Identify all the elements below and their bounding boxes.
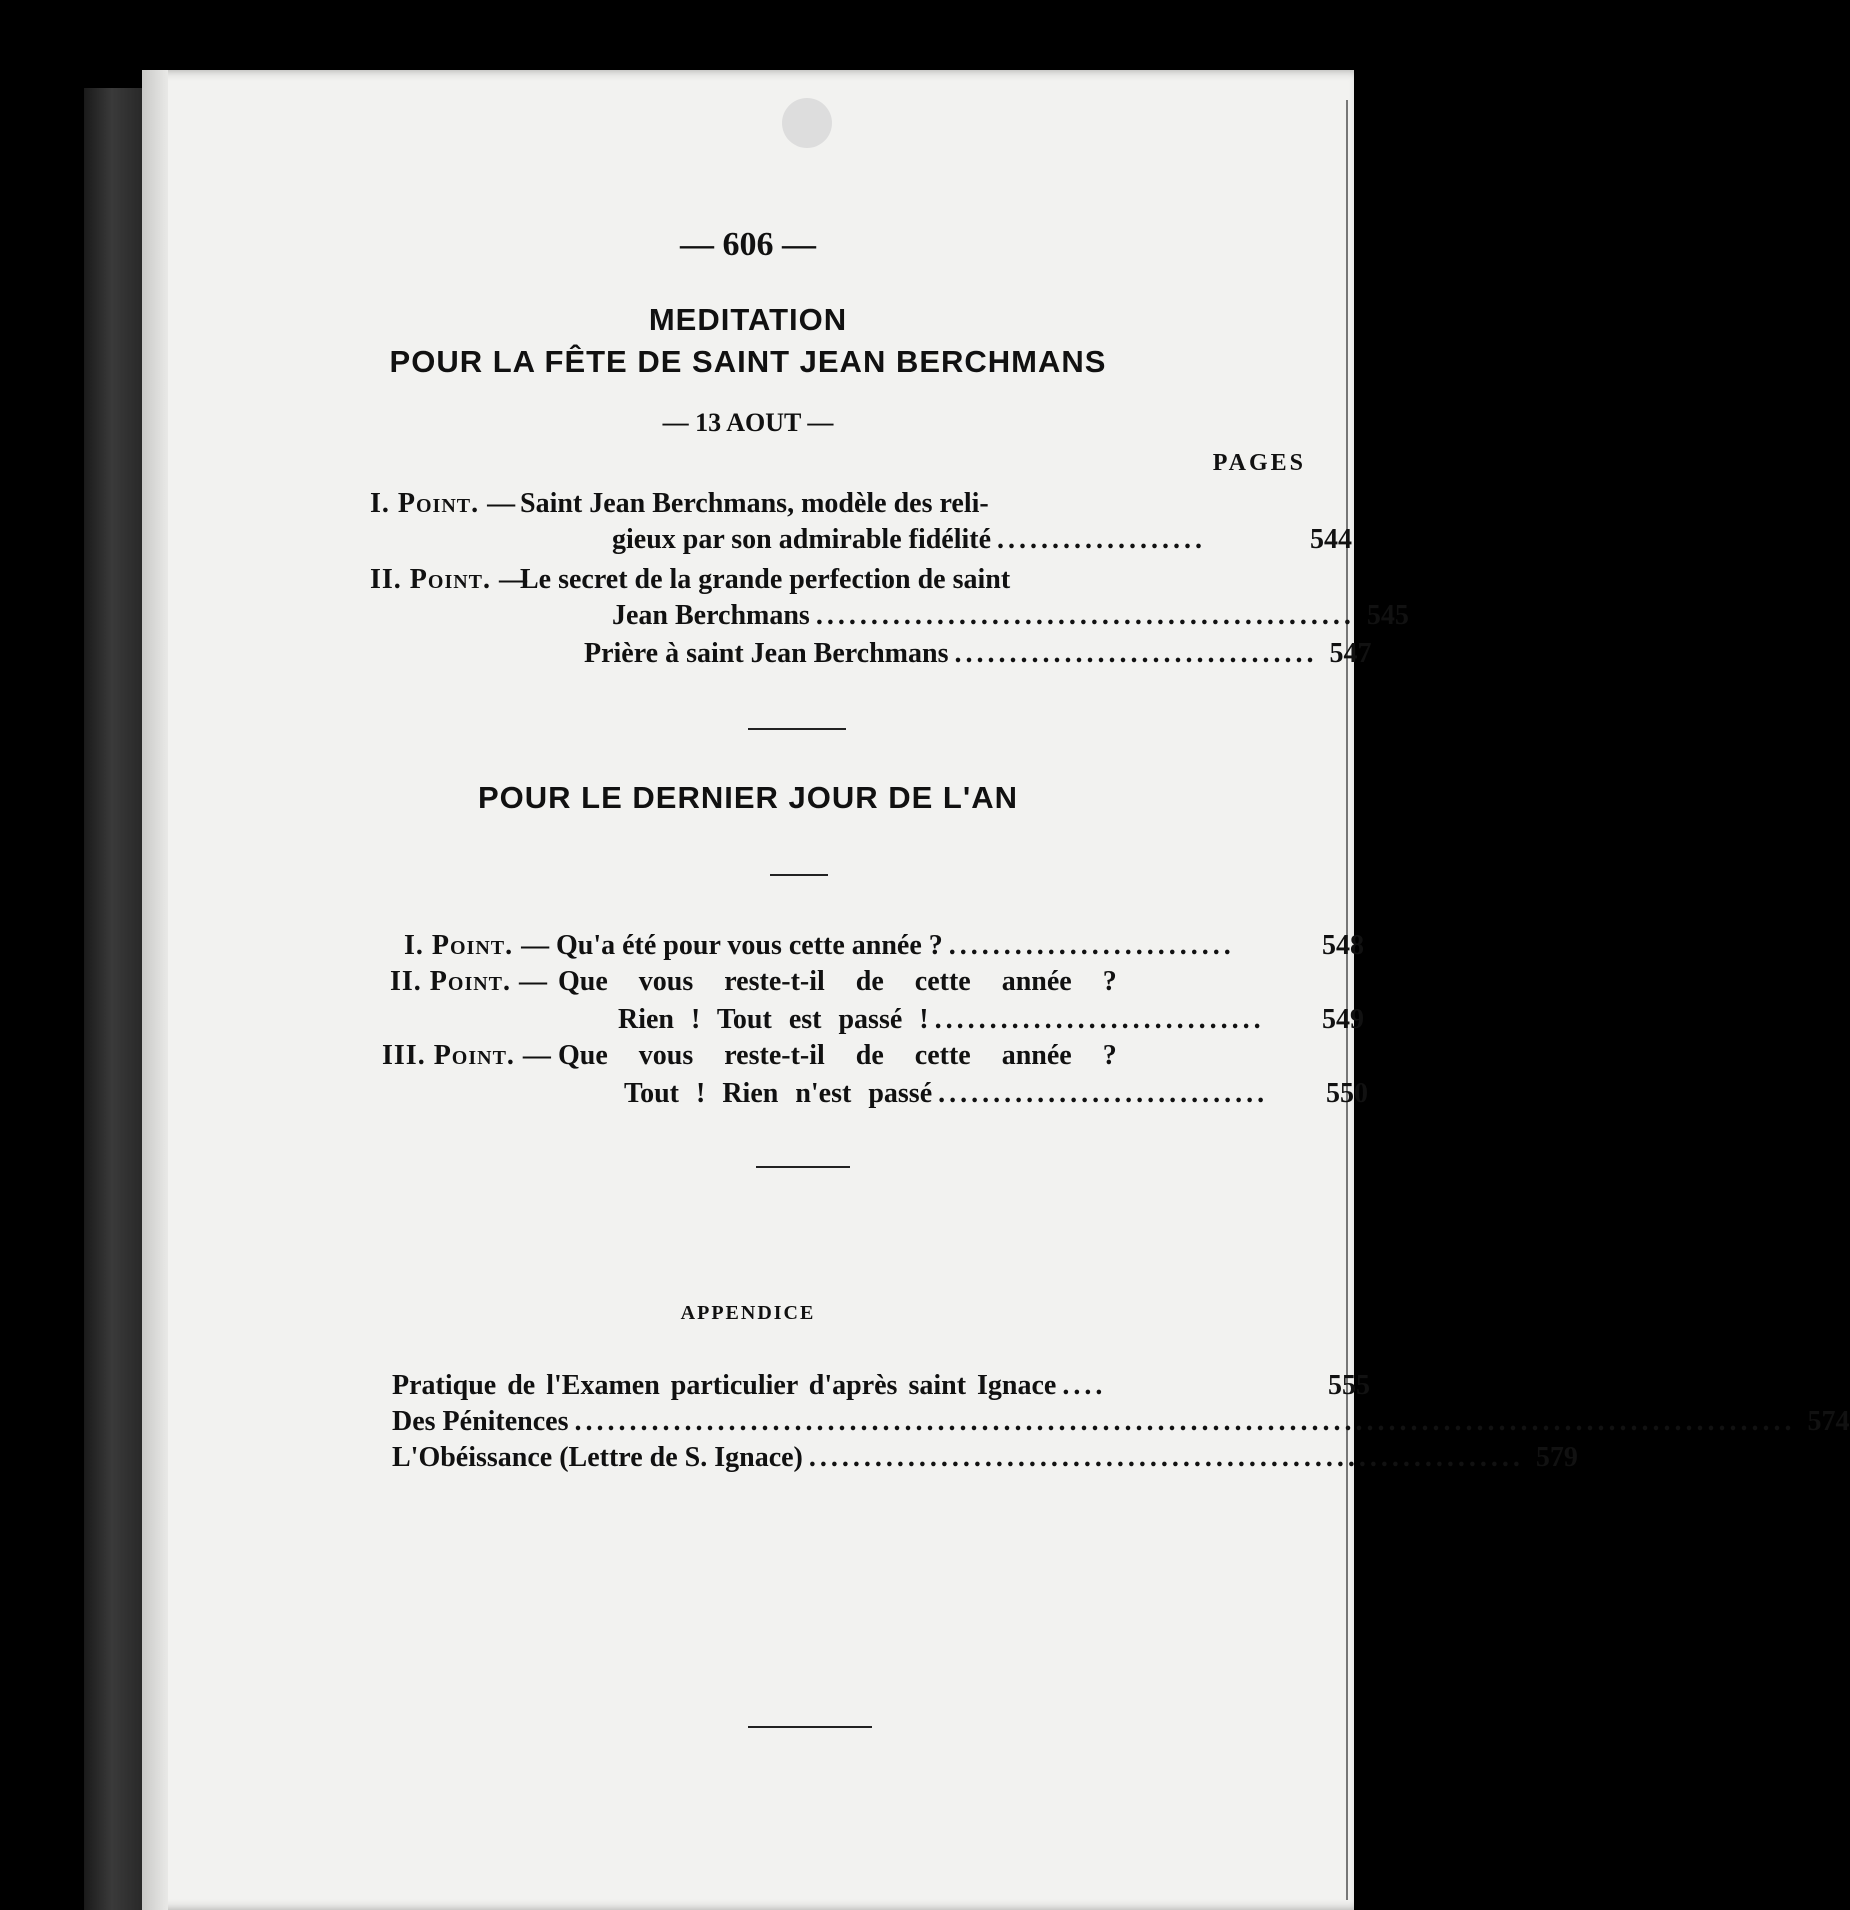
entry-page: 574 [1807,1406,1850,1437]
toc-entry [612,524,1352,556]
dot-leader: ............................................................................................................... [574,1406,1796,1437]
entry-text: Le secret de la grande perfection de saint [520,564,1011,595]
entry-page: 545 [1366,600,1409,631]
entry-page: 579 [1535,1442,1578,1473]
dot-leader: ................................................. [815,600,1355,631]
point-label: I. Point. — [404,930,551,961]
entry-text: Que vous reste-t-il de cette année ? [558,966,1117,997]
page-number: — 606 — [680,226,816,263]
entry-text: Rien ! Tout est passé ! [618,1004,929,1035]
book-page [142,70,1850,1910]
entry-page: 547 [1329,638,1372,669]
meditation-subtitle: POUR LA FÊTE DE SAINT JEAN BERCHMANS [389,344,1107,379]
dot-leader: .............................. [934,1004,1265,1035]
toc-entry [392,1442,1578,1474]
toc-entry [392,1370,1370,1402]
entry-page: 548 [1322,930,1364,961]
toc-entry [370,488,1160,520]
dot-leader: .......................... [948,930,1235,961]
toc-entry [618,1004,1364,1036]
entry-page: 550 [1326,1078,1368,1109]
point-label: I. Point. — [370,488,517,519]
point-label: III. Point. — [382,1040,552,1071]
entry-page: 544 [1310,524,1352,555]
dot-leader: .............................. [938,1078,1269,1109]
section-divider [748,728,846,730]
section-divider [770,874,828,876]
toc-entry [612,600,1409,632]
toc-entry [370,564,1160,596]
appendix-title: APPENDICE [680,1302,816,1324]
entry-page: 549 [1322,1004,1364,1035]
entry-page: 555 [1328,1370,1370,1401]
meditation-title: MEDITATION [648,302,848,337]
toc-entry [404,930,1364,962]
section-title-dernier-jour: POUR LE DERNIER JOUR DE L'AN [477,780,1019,815]
toc-entry [624,1078,1368,1110]
pages-column-label: PAGES [1212,450,1306,476]
entry-text: Que vous reste-t-il de cette année ? [558,1040,1117,1071]
entry-text: Qu'a été pour vous cette année ? [556,930,943,961]
dot-leader: ................................. [954,638,1318,669]
feast-date: — 13 AOUT — [662,408,834,437]
end-divider [748,1726,872,1728]
entry-text: Des Pénitences [392,1406,569,1437]
paper-stain [782,98,832,148]
entry-text: Tout ! Rien n'est passé [624,1078,933,1109]
toc-entry [390,966,1290,998]
dot-leader: ................................................................. [808,1442,1524,1473]
entry-text: Jean Berchmans [612,600,810,631]
entry-text: Prière à saint Jean Berchmans [584,638,949,669]
entry-text: Pratique de l'Examen particulier d'après saint Ignace [392,1370,1057,1401]
point-label: II. Point. — [390,966,549,997]
dot-leader: ................... [997,524,1207,555]
dot-leader: .... [1062,1370,1107,1401]
point-label: II. Point. — [370,564,529,595]
toc-entry [382,1040,1282,1072]
entry-text: Saint Jean Berchmans, modèle des reli- [520,488,989,519]
section-divider [756,1166,850,1168]
entry-text: L'Obéissance (Lettre de S. Ignace) [392,1442,803,1473]
toc-entry [392,1406,1850,1438]
entry-text: gieux par son admirable fidélité [612,524,992,555]
toc-entry [584,638,1372,670]
